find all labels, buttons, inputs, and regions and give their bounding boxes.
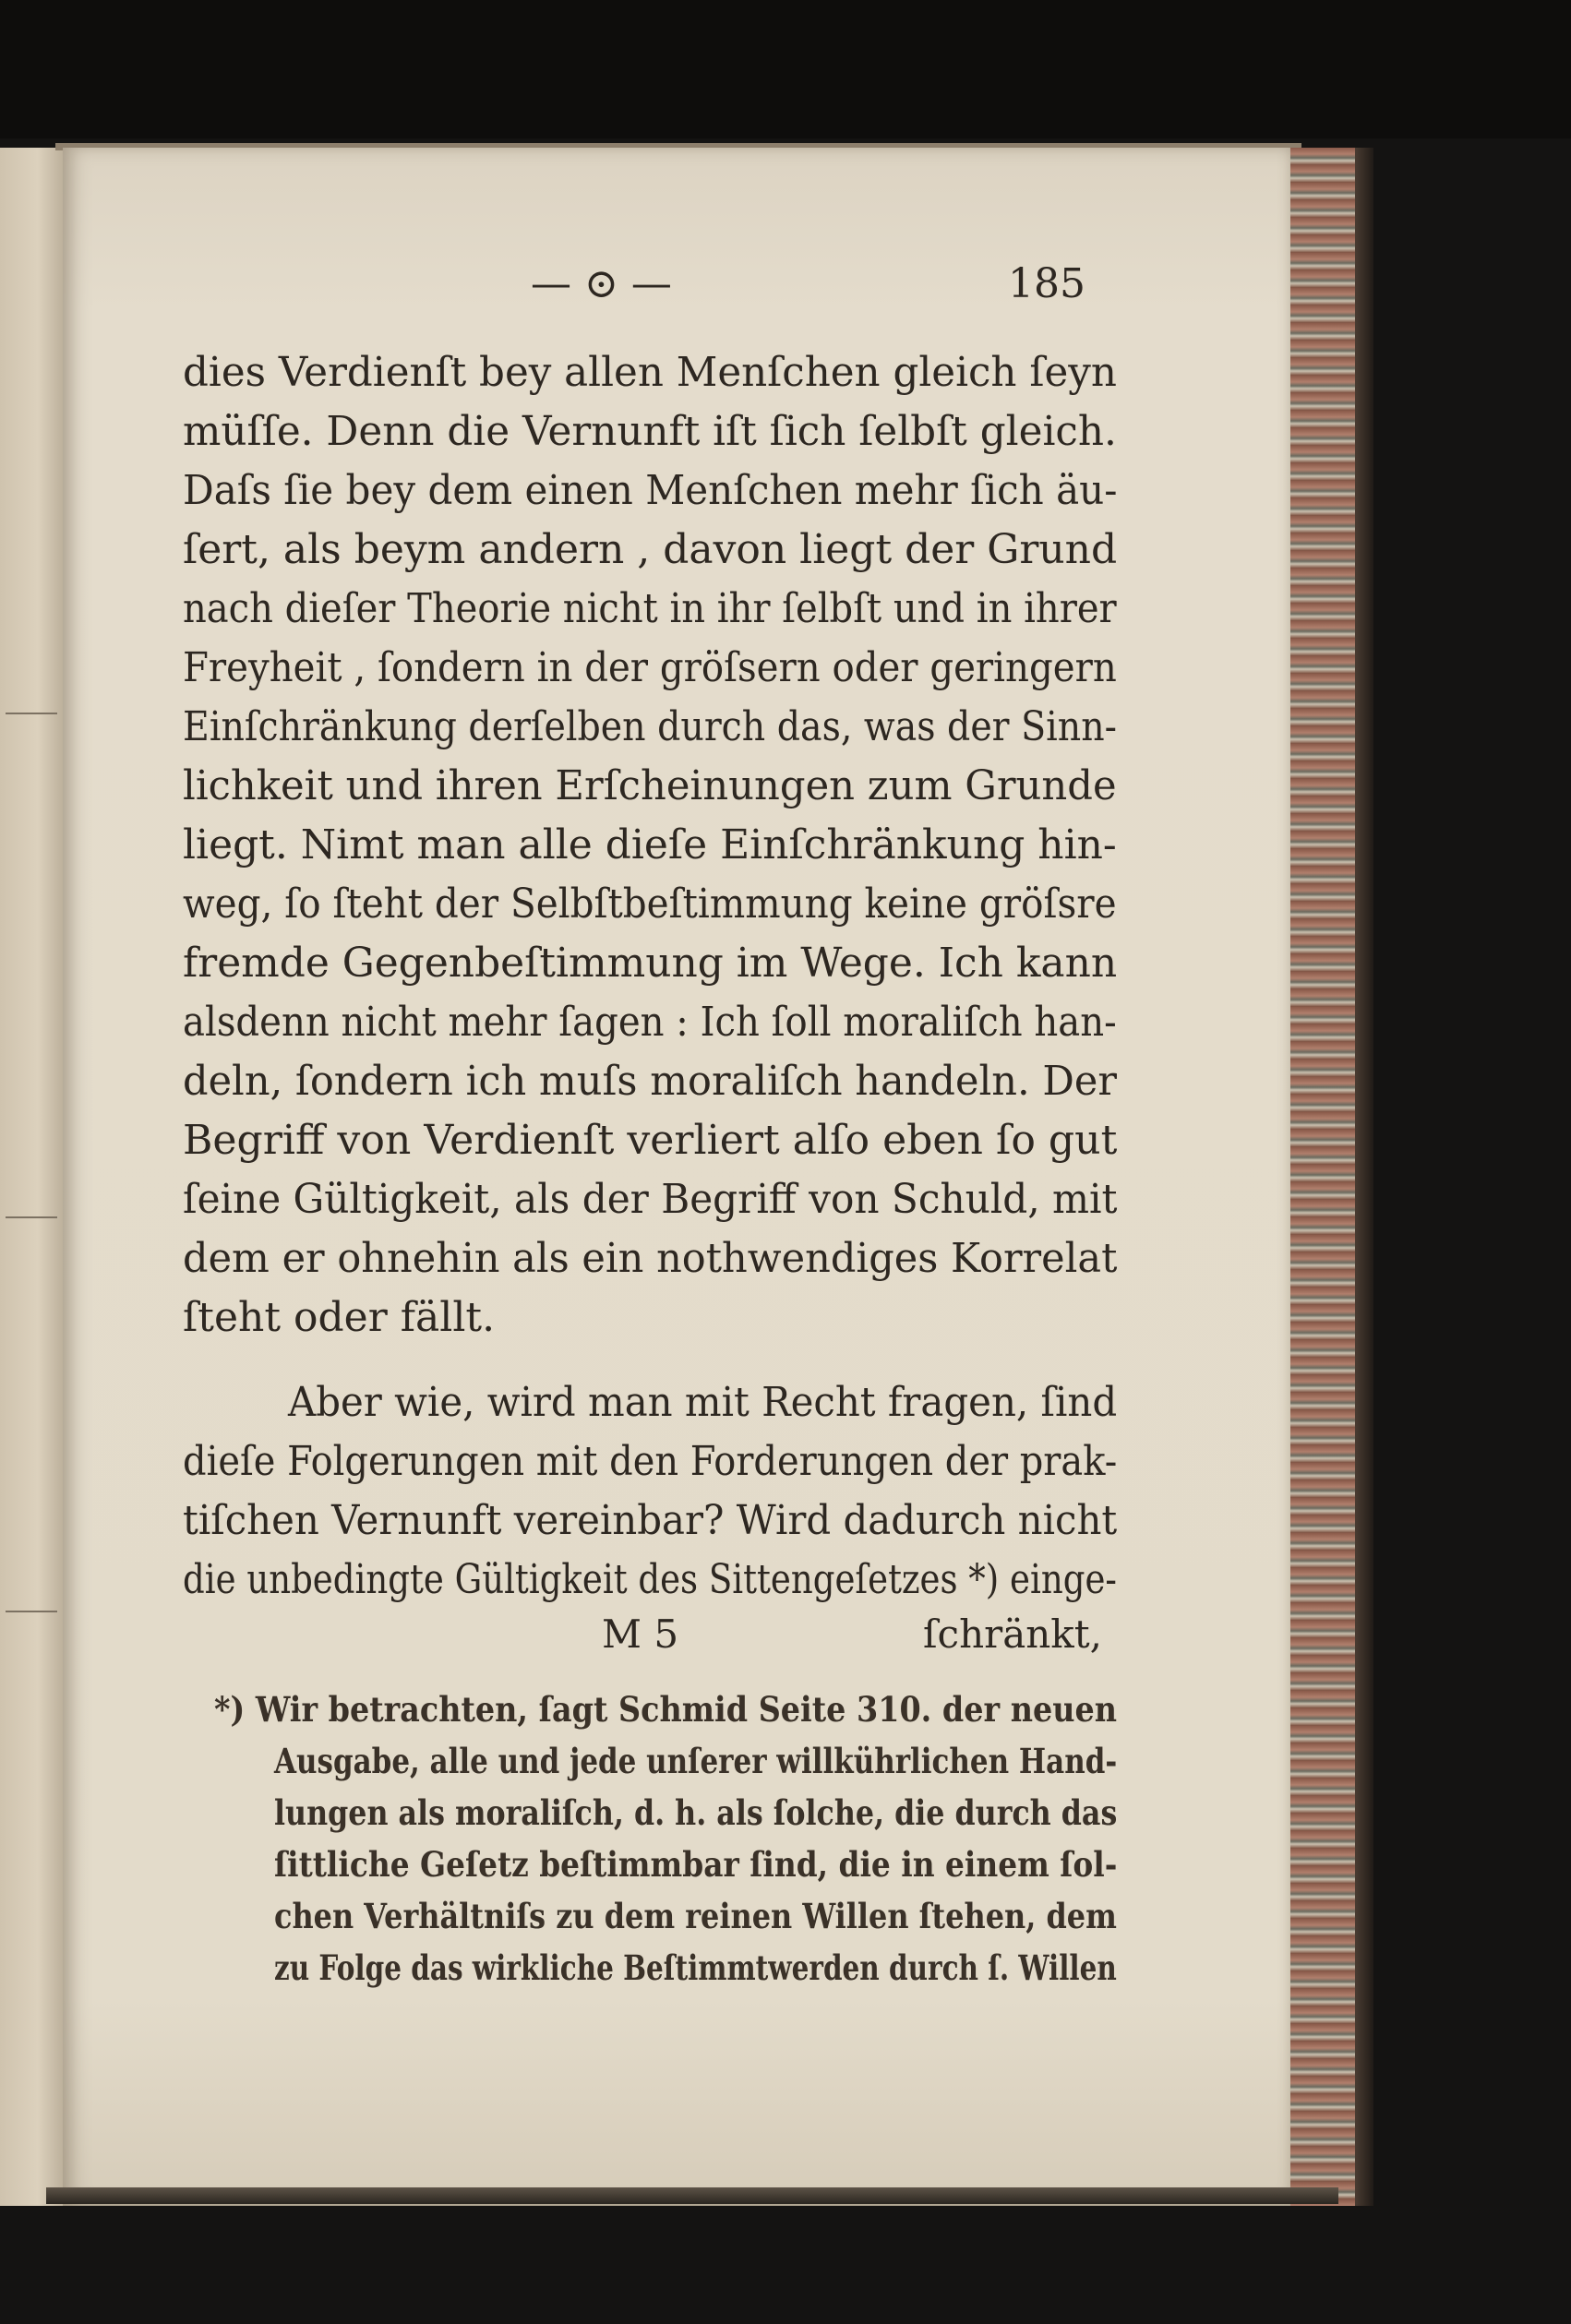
body-line: dem er ohnehin als ein nothwendiges Korrelat: [183, 1235, 1118, 1282]
body-line: Freyheit , ſondern in der gröſsern oder geringern: [183, 644, 1117, 691]
facing-page-rule: [6, 1611, 57, 1612]
catchword: ſchränkt,: [923, 1611, 1102, 1657]
body-line: fremde Gegenbeſtimmung im Wege. Ich kann: [183, 940, 1118, 987]
footnote-line: ſittliche Geſetz beſtimmbar ſind, die in einem ſol-: [274, 1844, 1118, 1885]
body-line: dies Verdienſt bey allen Menſchen gleich ſeyn: [183, 349, 1117, 396]
signature-mark: M 5: [602, 1611, 679, 1657]
body-line: ſeine Gültigkeit, als der Begriff von Schuld, mit: [183, 1176, 1118, 1223]
body-line: ſert, als beym andern , davon liegt der Grund: [183, 526, 1118, 573]
body-line: ſteht oder fällt.: [183, 1294, 496, 1341]
body-line: alsdenn nicht mehr ſagen : Ich ſoll moraliſch han-: [183, 999, 1117, 1046]
footnote-line: *) Wir betrachten, ſagt Schmid Seite 310. der neuen: [214, 1689, 1118, 1730]
body-line: lichkeit und ihren Erſcheinungen zum Grunde: [183, 762, 1117, 809]
facing-page-rule: [6, 1216, 57, 1218]
footnote-line: chen Verhältniſs zu dem reinen Willen ſtehen, dem: [274, 1896, 1117, 1936]
body-line: Begriff von Verdienſt verliert alſo eben ſo gut: [183, 1117, 1118, 1164]
body-line: tiſchen Vernunft vereinbar? Wird dadurch nicht: [183, 1497, 1118, 1544]
body-line: Daſs ſie bey dem einen Menſchen mehr ſich äu-: [183, 467, 1118, 514]
footnote-line: Ausgabe, alle und jede unſerer willkührlichen Hand-: [274, 1741, 1118, 1781]
body-line: nach dieſer Theorie nicht in ihr ſelbſt und in ihrer: [183, 585, 1117, 632]
body-line: deln, ſondern ich muſs moraliſch handeln. Der: [183, 1058, 1117, 1105]
cover-edge: [1355, 148, 1373, 2206]
page-fore-edge: [1290, 148, 1355, 2206]
background-top: [0, 0, 1571, 138]
body-line: dieſe Folgerungen mit den Forderungen der prak-: [183, 1438, 1118, 1485]
body-line: liegt. Nimt man alle dieſe Einſchränkung hin-: [183, 821, 1117, 869]
header-ornament: — ⊙ —: [531, 260, 672, 307]
footnote-line: lungen als moraliſch, d. h. als ſolche, die durch das: [274, 1792, 1118, 1833]
footnote-line: zu Folge das wirkliche Beſtimmtwerden durch ſ. Willen: [274, 1947, 1117, 1988]
facing-page-edge: [0, 148, 63, 2206]
body-line: müſſe. Denn die Vernunft iſt ſich ſelbſt gleich.: [183, 408, 1117, 455]
facing-page-rule: [6, 713, 57, 714]
page-bottom-edge: [46, 2187, 1338, 2204]
body-line: Einſchränkung derſelben durch das, was der Sinn-: [183, 703, 1117, 750]
body-line: die unbedingte Gültigkeit des Sittengeſetzes *) einge-: [183, 1556, 1117, 1603]
body-line: Aber wie, wird man mit Recht fragen, ſind: [288, 1379, 1118, 1426]
page-number: 185: [1008, 260, 1085, 307]
body-line: weg, ſo ſteht der Selbſtbeſtimmung keine gröſsre: [183, 880, 1117, 928]
